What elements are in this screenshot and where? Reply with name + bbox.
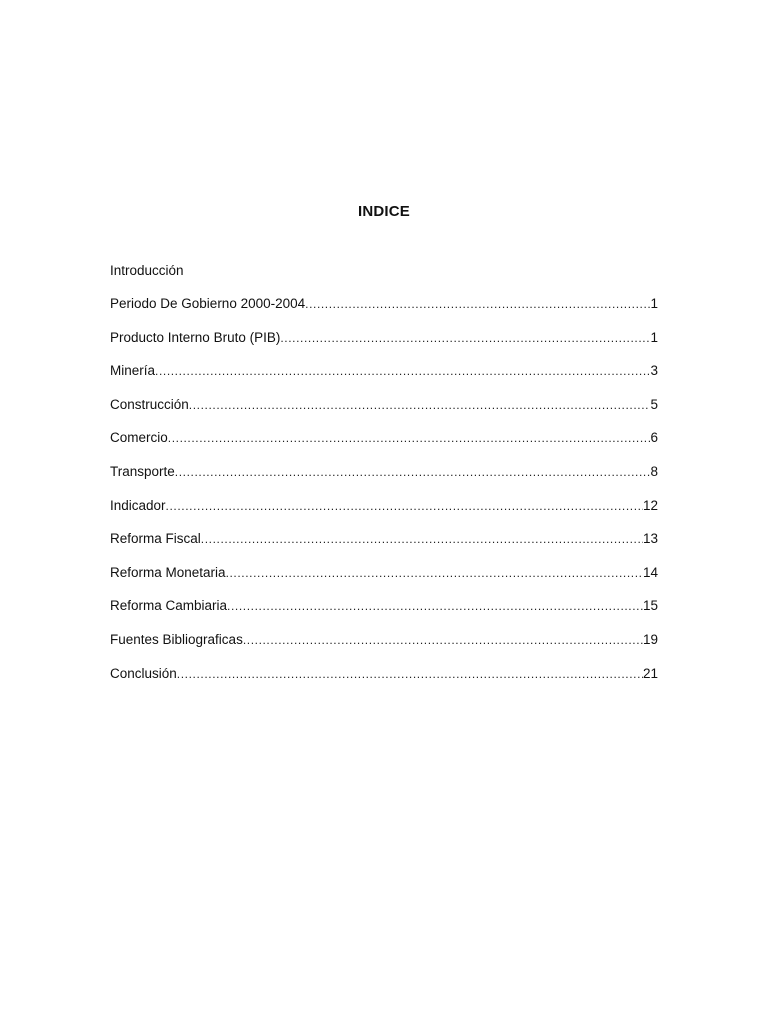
toc-entry bbox=[110, 530, 658, 564]
toc-entry bbox=[110, 362, 658, 396]
toc-entry-page: 6 bbox=[650, 430, 658, 446]
toc-entry-page: 21 bbox=[642, 665, 658, 681]
toc-entry-page: 1 bbox=[650, 329, 658, 345]
toc-entry-page: 13 bbox=[642, 531, 658, 547]
toc-entry bbox=[110, 463, 658, 497]
toc-dot-leader bbox=[201, 530, 643, 548]
toc-entry-page: 15 bbox=[642, 598, 658, 614]
toc-dot-leader bbox=[166, 497, 643, 515]
toc-entry-page: 12 bbox=[642, 497, 658, 513]
toc-dot-leader bbox=[168, 429, 651, 447]
toc-entry-page: 3 bbox=[650, 363, 658, 379]
toc-entry bbox=[110, 631, 658, 665]
toc-entry-page: 1 bbox=[650, 296, 658, 311]
toc-dot-leader bbox=[243, 631, 643, 649]
toc-intro-label: Introducción bbox=[110, 263, 184, 278]
toc-entry-label: Reforma Fiscal bbox=[110, 531, 201, 547]
toc-entry-page: 14 bbox=[642, 564, 658, 580]
toc-entry-label: Periodo De Gobierno 2000-2004 bbox=[110, 296, 306, 311]
toc-entry-label: Reforma Monetaria bbox=[110, 564, 226, 580]
toc-entry-label: Comercio bbox=[110, 430, 168, 446]
toc-entry bbox=[110, 564, 658, 598]
toc-dot-leader bbox=[226, 564, 643, 582]
toc-dot-leader bbox=[189, 396, 651, 414]
toc-entry-page: 5 bbox=[650, 396, 658, 412]
toc-dot-leader bbox=[305, 295, 650, 313]
table-of-contents bbox=[110, 295, 658, 698]
toc-dot-leader bbox=[177, 665, 643, 683]
toc-entry-label: Indicador bbox=[110, 497, 166, 513]
toc-entry-label: Conclusión bbox=[110, 665, 177, 681]
toc-entry-page: 8 bbox=[650, 463, 658, 479]
toc-dot-leader bbox=[155, 362, 650, 380]
toc-entry bbox=[110, 396, 658, 430]
toc-entry-label: Reforma Cambiaria bbox=[110, 598, 228, 614]
toc-entry bbox=[110, 497, 658, 531]
toc-entry bbox=[110, 429, 658, 463]
toc-entry bbox=[110, 597, 658, 631]
toc-entry bbox=[110, 665, 658, 699]
page-title: INDICE bbox=[357, 203, 411, 220]
toc-entry-label: Producto Interno Bruto (PIB) bbox=[110, 329, 281, 345]
toc-dot-leader bbox=[280, 329, 650, 347]
toc-entry-label: Transporte bbox=[110, 463, 175, 479]
toc-entry-page: 19 bbox=[642, 631, 658, 647]
toc-entry-label: Construcción bbox=[110, 396, 189, 412]
toc-entry-label: Minería bbox=[110, 363, 156, 379]
toc-entry-label: Fuentes Bibliograficas bbox=[110, 631, 243, 647]
toc-entry bbox=[110, 295, 658, 329]
toc-entry bbox=[110, 329, 658, 363]
toc-dot-leader bbox=[175, 463, 651, 481]
toc-dot-leader bbox=[227, 597, 643, 615]
